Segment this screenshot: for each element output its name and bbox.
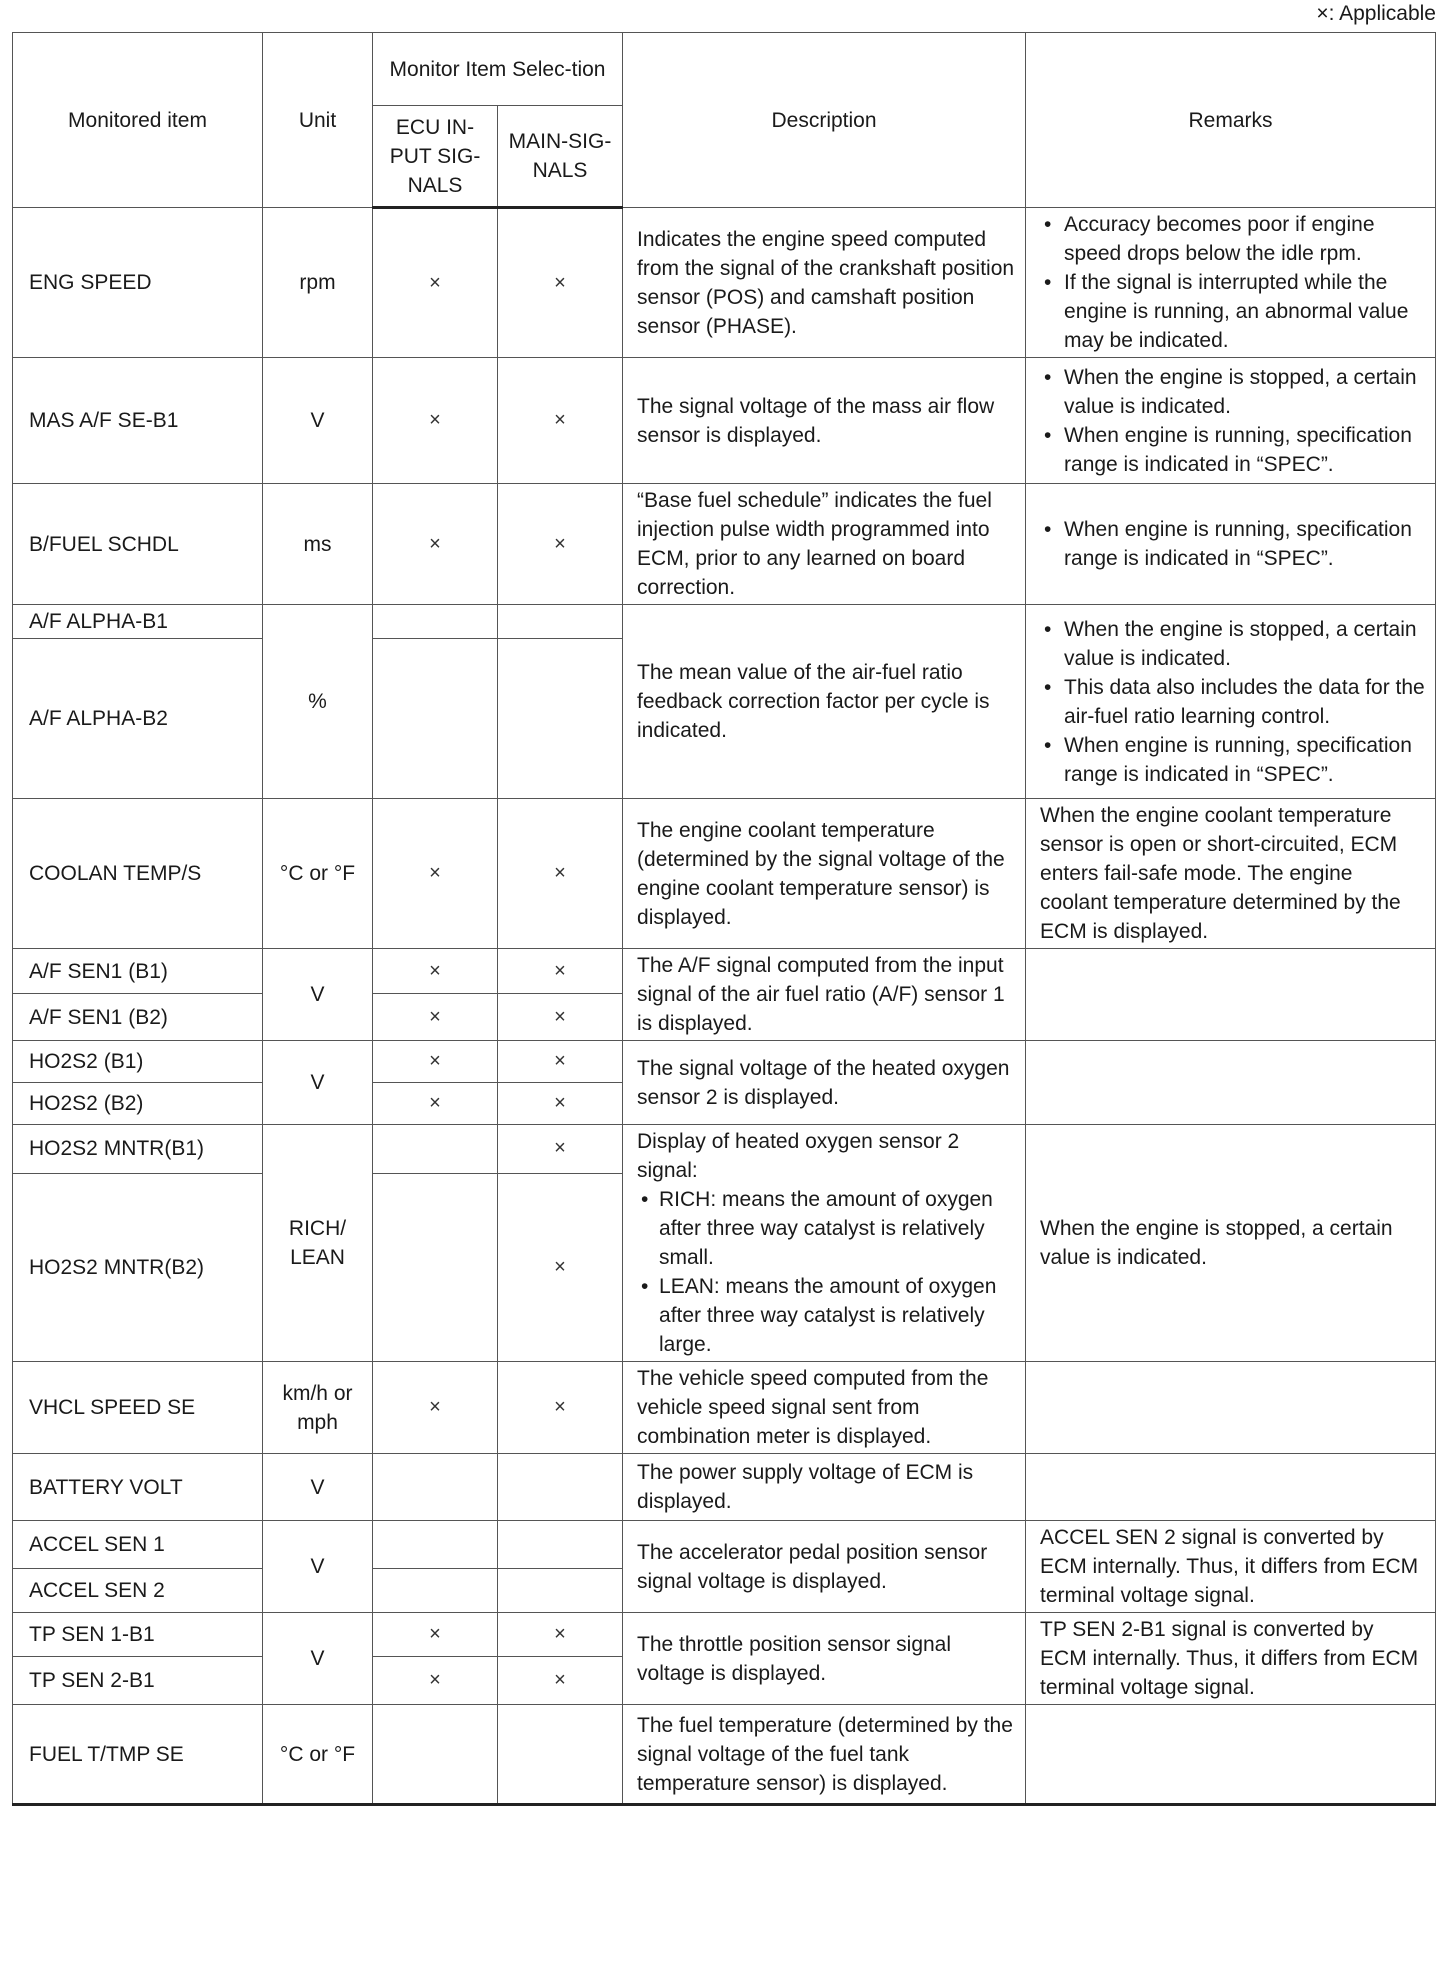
remarks-cell: TP SEN 2-B1 signal is converted by ECM internally. Thus, it differs from ECM terminal voltage signal. [1026,1613,1436,1705]
header-main-signals: MAIN-SIG-NALS [498,106,623,208]
item-coolan-temp-s: COOLAN TEMP/S [13,799,263,949]
ecu-input-mark: × [373,1656,498,1704]
remarks-cell [1026,358,1436,484]
ecu-input-mark: × [373,1362,498,1454]
unit-cell: V [263,1613,373,1705]
header-monitored-item: Monitored item [13,33,263,208]
unit-cell: km/h or mph [263,1362,373,1454]
item-mas-af-se-b1: MAS A/F SE-B1 [13,358,263,484]
table-row [13,1521,1436,1569]
item-vhcl-speed-se: VHCL SPEED SE [13,1362,263,1454]
table-row [13,799,1436,949]
header-remarks: Remarks [1026,33,1436,208]
description-cell: The mean value of the air-fuel ratio feedback correction factor per cycle is indicated. [623,605,1026,799]
header-unit: Unit [263,33,373,208]
ecu-input-mark: × [373,484,498,605]
remarks-cell-empty [1026,1454,1436,1521]
item-ho2s2-mntr-b1: HO2S2 MNTR(B1) [13,1125,263,1174]
remarks-cell [1026,208,1436,358]
main-signal-mark: × [498,1613,623,1657]
unit-cell: ms [263,484,373,605]
ecu-input-mark: × [373,1613,498,1657]
item-af-sen1-b1: A/F SEN1 (B1) [13,949,263,994]
item-af-sen1-b2: A/F SEN1 (B2) [13,994,263,1041]
item-ho2s2-mntr-b2: HO2S2 MNTR(B2) [13,1173,263,1361]
description-cell: “Base fuel schedule” indicates the fuel injection pulse width programmed into ECM, prior to any learned on board correction. [623,484,1026,605]
table-row [13,1362,1436,1454]
header-ecu-input-signals: ECU IN-PUT SIG-NALS [373,106,498,208]
item-fuel-t-tmp-se: FUEL T/TMP SE [13,1705,263,1805]
ecu-input-mark-empty [373,605,498,639]
item-accel-sen-2: ACCEL SEN 2 [13,1569,263,1613]
remark-point: • This data also includes the data for the air-fuel ratio learning control. [1040,673,1425,731]
ecu-input-mark-empty [373,1125,498,1174]
unit-cell: °C or °F [263,799,373,949]
table-row [13,1454,1436,1521]
ecu-input-mark: × [373,208,498,358]
main-signal-mark: × [498,1125,623,1174]
main-signal-mark: × [498,1173,623,1361]
table-row [13,949,1436,994]
ecu-input-mark-empty [373,1454,498,1521]
ecu-input-mark: × [373,799,498,949]
main-signal-mark: × [498,799,623,949]
item-eng-speed: ENG SPEED [13,208,263,358]
main-signal-mark-empty [498,1454,623,1521]
unit-cell: V [263,358,373,484]
ecu-input-mark-empty [373,1569,498,1613]
applicable-legend: ×: Applicable [1316,2,1436,25]
ecu-input-mark-empty [373,1521,498,1569]
unit-cell: V [263,1454,373,1521]
main-signal-mark: × [498,358,623,484]
main-signal-mark-empty [498,1569,623,1613]
description-cell: The power supply voltage of ECM is displayed. [623,1454,1026,1521]
header-monitor-item-selection: Monitor Item Selec-tion [373,33,623,106]
unit-cell: V [263,1041,373,1125]
main-signal-mark: × [498,484,623,605]
remarks-cell-empty [1026,1705,1436,1805]
ecu-input-mark: × [373,358,498,484]
ecu-input-mark-empty [373,1705,498,1805]
ecu-input-mark: × [373,949,498,994]
remarks-cell-empty [1026,1041,1436,1125]
description-intro: Display of heated oxygen sensor 2 signal: [637,1130,960,1182]
table-row [13,1613,1436,1657]
item-ho2s2-b2: HO2S2 (B2) [13,1083,263,1125]
main-signal-mark: × [498,994,623,1041]
table-row [13,1125,1436,1174]
remarks-cell [1026,484,1436,605]
description-cell: The engine coolant temperature (determined by the signal voltage of the engine coolant temperature sensor) is displayed. [623,799,1026,949]
description-cell: Indicates the engine speed computed from the signal of the crankshaft position sensor (POS) and camshaft position sensor (PHASE). [623,208,1026,358]
description-cell: The throttle position sensor signal voltage is displayed. [623,1613,1026,1705]
description-cell: The signal voltage of the mass air flow sensor is displayed. [623,358,1026,484]
remarks-cell: When the engine coolant temperature sensor is open or short-circuited, ECM enters fail-safe mode. The engine coolant temperature determined by the ECM is displayed. [1026,799,1436,949]
remarks-cell: ACCEL SEN 2 signal is converted by ECM internally. Thus, it differs from ECM terminal voltage signal. [1026,1521,1436,1613]
table-row [13,1041,1436,1083]
table-row [13,208,1436,358]
main-signal-mark-empty [498,639,623,799]
main-signal-mark: × [498,949,623,994]
description-cell: The accelerator pedal position sensor signal voltage is displayed. [623,1521,1026,1613]
main-signal-mark-empty [498,605,623,639]
remark-point: • When engine is running, specification range is indicated in “SPEC”. [1040,515,1425,573]
main-signal-mark: × [498,1656,623,1704]
description-cell: The signal voltage of the heated oxygen sensor 2 is displayed. [623,1041,1026,1125]
main-signal-mark: × [498,1362,623,1454]
table-row [13,358,1436,484]
remark-point: • Accuracy becomes poor if engine speed drops below the idle rpm. [1040,210,1425,268]
item-tp-sen-2-b1: TP SEN 2-B1 [13,1656,263,1704]
item-tp-sen-1-b1: TP SEN 1-B1 [13,1613,263,1657]
item-accel-sen-1: ACCEL SEN 1 [13,1521,263,1569]
description-cell [623,1125,1026,1362]
ecu-input-mark-empty [373,639,498,799]
description-cell: The vehicle speed computed from the vehicle speed signal sent from combination meter is displayed. [623,1362,1026,1454]
remark-point: • When engine is running, specification range is indicated in “SPEC”. [1040,731,1425,789]
ecu-input-mark: × [373,1083,498,1125]
remarks-cell: When the engine is stopped, a certain value is indicated. [1026,1125,1436,1362]
remark-point: • When engine is running, specification range is indicated in “SPEC”. [1040,421,1425,479]
main-signal-mark-empty [498,1521,623,1569]
main-signal-mark: × [498,208,623,358]
unit-cell: V [263,949,373,1041]
item-bfuel-schdl: B/FUEL SCHDL [13,484,263,605]
monitor-item-table [12,32,1436,1806]
header-description: Description [623,33,1026,208]
remarks-cell [1026,605,1436,799]
ecu-input-mark: × [373,994,498,1041]
description-point: • RICH: means the amount of oxygen after three way catalyst is relatively small. [637,1185,1015,1272]
unit-cell: RICH/ LEAN [263,1125,373,1362]
item-battery-volt: BATTERY VOLT [13,1454,263,1521]
unit-cell: % [263,605,373,799]
item-af-alpha-b2: A/F ALPHA-B2 [13,639,263,799]
description-cell: The fuel temperature (determined by the signal voltage of the fuel tank temperature sensor) is displayed. [623,1705,1026,1805]
main-signal-mark: × [498,1083,623,1125]
unit-cell: V [263,1521,373,1613]
remarks-cell-empty [1026,949,1436,1041]
table-row [13,484,1436,605]
ecu-input-mark-empty [373,1173,498,1361]
unit-cell: °C or °F [263,1705,373,1805]
item-af-alpha-b1: A/F ALPHA-B1 [13,605,263,639]
main-signal-mark-empty [498,1705,623,1805]
description-point: • LEAN: means the amount of oxygen after three way catalyst is relatively large. [637,1272,1015,1359]
description-cell: The A/F signal computed from the input signal of the air fuel ratio (A/F) sensor 1 is displayed. [623,949,1026,1041]
item-ho2s2-b1: HO2S2 (B1) [13,1041,263,1083]
table-row [13,1705,1436,1805]
ecu-input-mark: × [373,1041,498,1083]
unit-cell: rpm [263,208,373,358]
main-signal-mark: × [498,1041,623,1083]
remark-point: • When the engine is stopped, a certain value is indicated. [1040,363,1425,421]
remarks-cell-empty [1026,1362,1436,1454]
remark-point: • If the signal is interrupted while the engine is running, an abnormal value may be indicated. [1040,268,1425,355]
table-row [13,605,1436,639]
remark-point: • When the engine is stopped, a certain value is indicated. [1040,615,1425,673]
